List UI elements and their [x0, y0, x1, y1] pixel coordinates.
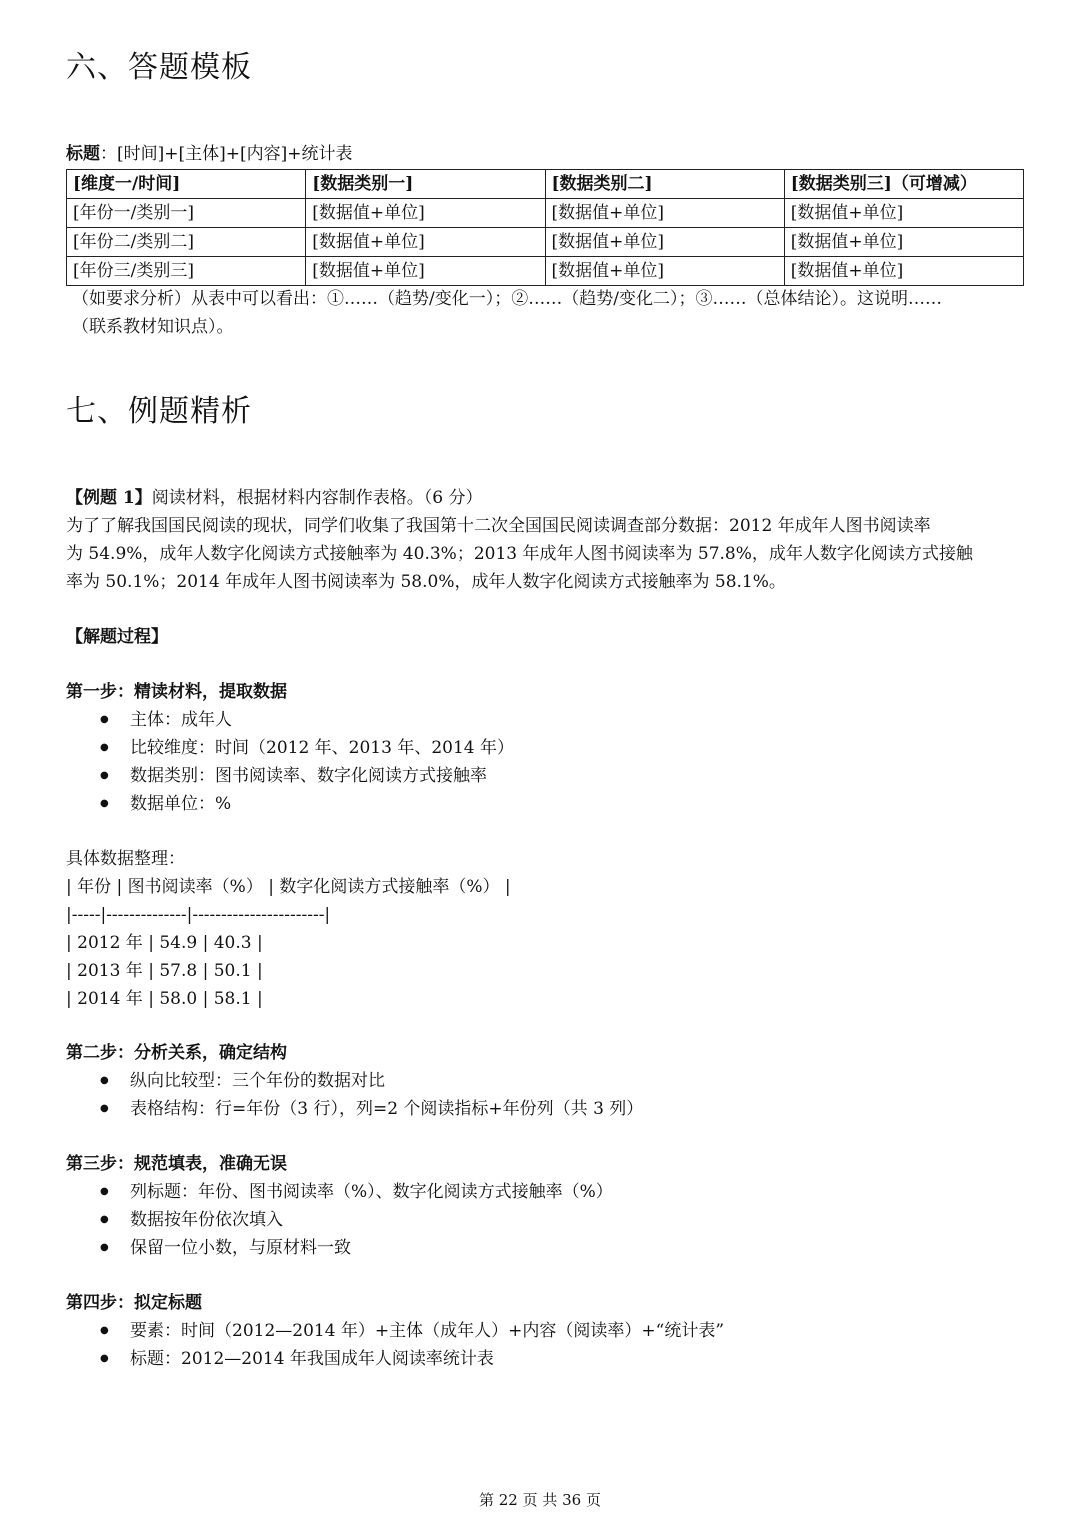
list-item: ● 保留一位小数，与原材料一致 — [66, 1234, 613, 1262]
example-line — [66, 484, 482, 512]
step-4-block — [66, 1289, 724, 1373]
template-table — [66, 169, 1024, 286]
table-cell: [数据值+单位] — [784, 199, 1023, 228]
section-6-heading: 六、答题模板 — [66, 50, 252, 85]
step-4-list — [66, 1317, 724, 1373]
process-label — [66, 623, 168, 651]
step-1-title: 第一步：精读材料，提取数据 — [66, 682, 287, 702]
material-line: 率为 50.1%；2014 年成年人图书阅读率为 58.0%，成年人数字化阅读方式接触率为 58.1%。 — [66, 572, 786, 592]
table-cell: [数据值+单位] — [784, 257, 1023, 286]
list-item: ● 数据单位：% — [66, 790, 514, 818]
table-header-cell: [数据类别一] — [306, 170, 545, 199]
step-3-title: 第三步：规范填表，准确无误 — [66, 1154, 287, 1174]
table-cell: [数据值+单位] — [545, 228, 784, 257]
data-line: | 2012 年 | 54.9 | 40.3 | — [66, 933, 263, 953]
example-label: 【例题 1】 — [66, 488, 152, 508]
template-title-text: ：[时间]+[主体]+[内容]+统计表 — [100, 144, 353, 164]
step-4-title: 第四步：拟定标题 — [66, 1293, 202, 1313]
table-cell: [年份二/类别二] — [67, 228, 306, 257]
template-title-label: 标题 — [66, 144, 100, 164]
step-2-list — [66, 1067, 643, 1123]
list-item: ● 比较维度：时间（2012 年、2013 年、2014 年） — [66, 734, 514, 762]
data-line: | 2014 年 | 58.0 | 58.1 | — [66, 989, 263, 1009]
list-item: ● 主体：成年人 — [66, 706, 514, 734]
step-3-block — [66, 1150, 613, 1262]
table-header-row — [67, 170, 1024, 199]
page-footer: 第 22 页 共 36 页 — [478, 1491, 601, 1509]
list-item: ● 表格结构：行=年份（3 行），列=2 个阅读指标+年份列（共 3 列） — [66, 1095, 643, 1123]
table-cell: [年份一/类别一] — [67, 199, 306, 228]
data-intro: 具体数据整理： — [66, 849, 185, 869]
table-cell: [数据值+单位] — [545, 199, 784, 228]
table-cell: [年份三/类别三] — [67, 257, 306, 286]
step-3-list — [66, 1178, 613, 1262]
material-line: 为了了解我国国民阅读的现状，同学们收集了我国第十二次全国国民阅读调查部分数据：2012 年成年人图书阅读率 — [66, 516, 931, 536]
data-line: | 2013 年 | 57.8 | 50.1 | — [66, 961, 263, 981]
material-paragraph — [66, 512, 1024, 596]
table-header-cell: [数据类别二] — [545, 170, 784, 199]
list-item: ● 标题：2012—2014 年我国成年人阅读率统计表 — [66, 1345, 724, 1373]
table-row — [67, 257, 1024, 286]
table-cell: [数据值+单位] — [306, 199, 545, 228]
data-line: |-----|--------------|-----------------------| — [66, 905, 331, 925]
data-block — [66, 873, 511, 1013]
analysis-line-2: （联系教材知识点）。 — [72, 317, 234, 337]
data-line: | 年份 | 图书阅读率（%） | 数字化阅读方式接触率（%） | — [66, 877, 511, 897]
step-2-block — [66, 1039, 643, 1123]
table-cell: [数据值+单位] — [306, 228, 545, 257]
step-2-title: 第二步：分析关系，确定结构 — [66, 1043, 287, 1063]
template-title-line — [66, 140, 353, 168]
list-item: ● 数据按年份依次填入 — [66, 1206, 613, 1234]
list-item: ● 数据类别：图书阅读率、数字化阅读方式接触率 — [66, 762, 514, 790]
table-cell: [数据值+单位] — [306, 257, 545, 286]
example-prompt: 阅读材料，根据材料内容制作表格。（6 分） — [151, 488, 483, 508]
table-cell: [数据值+单位] — [545, 257, 784, 286]
list-item: ● 列标题：年份、图书阅读率（%）、数字化阅读方式接触率（%） — [66, 1178, 613, 1206]
list-item: ● 纵向比较型：三个年份的数据对比 — [66, 1067, 643, 1095]
material-line: 为 54.9%，成年人数字化阅读方式接触率为 40.3%；2013 年成年人图书阅读率为 57.8%，成年人数字化阅读方式接触 — [66, 544, 973, 564]
analysis-line-1: （如要求分析）从表中可以看出：①……（趋势/变化一）；②……（趋势/变化二）；③……（总体结论）。这说明…… — [72, 289, 942, 309]
table-header-cell: [维度一/时间] — [67, 170, 306, 199]
table-cell: [数据值+单位] — [784, 228, 1023, 257]
list-item: ● 要素：时间（2012—2014 年）+主体（成年人）+内容（阅读率）+“统计表” — [66, 1317, 724, 1345]
step-1-block — [66, 678, 514, 818]
table-header-cell: [数据类别三]（可增减） — [784, 170, 1023, 199]
table-row — [67, 199, 1024, 228]
section-7-heading: 七、例题精析 — [66, 394, 252, 429]
table-row — [67, 228, 1024, 257]
process-label-text: 【解题过程】 — [66, 627, 168, 647]
step-1-list — [66, 706, 514, 818]
